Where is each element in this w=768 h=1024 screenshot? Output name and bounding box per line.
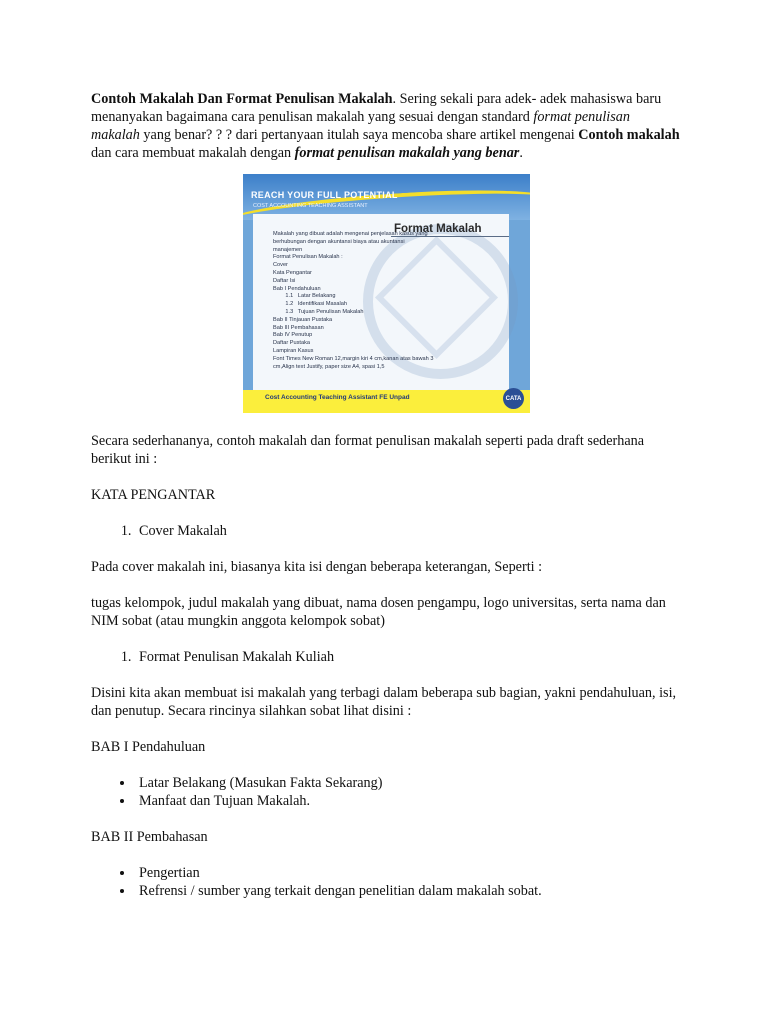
numbered-list-format xyxy=(91,648,681,666)
figure-line: manajemen xyxy=(273,246,303,253)
figure-line: 1.3 Tujuan Penulisan Makalah xyxy=(273,308,364,315)
heading-kata-pengantar: KATA PENGANTAR xyxy=(91,487,216,503)
intro-text-2: yang benar? ? ? dari pertanyaan itulah saya mencoba share artikel mengenai xyxy=(139,127,579,143)
figure-line: Daftar Isi xyxy=(273,277,296,284)
figure-title: Format Makalah xyxy=(394,223,482,235)
intro-paragraph xyxy=(91,90,681,162)
figure-footer-text: Cost Accounting Teaching Assistant FE Unpad xyxy=(265,394,410,401)
figure-banner-sub: COST ACCOUNTING TEACHING ASSISTANT xyxy=(253,203,368,209)
paragraph-disini: Disini kita akan membuat isi makalah yang terbagi dalam beberapa sub bagian, yakni pendahuluan, isi, dan penutup. Secara rincinya silahkan sobat lihat disini : xyxy=(91,685,677,719)
bullet-list-bab-1 xyxy=(91,774,681,810)
cata-logo-icon: CATA xyxy=(503,388,524,409)
heading-bab-2: BAB II Pembahasan xyxy=(91,829,208,845)
figure-line: cm,Align text Justify, paper size A4, spasi 1,5 xyxy=(273,363,385,370)
figure-line: Bab IV Penutup xyxy=(273,332,313,339)
paragraph-cover: Pada cover makalah ini, biasanya kita isi dengan beberapa keterangan, Seperti : xyxy=(91,559,543,575)
figure-line: 1.2 Identifikasi Masalah xyxy=(273,301,347,308)
figure-line: Bab II Tinjauan Pustaka xyxy=(273,316,333,323)
list-item-cover: 1. Cover Makalah xyxy=(135,522,681,540)
list-item: • Refrensi / sumber yang terkait dengan penelitian dalam makalah sobat. xyxy=(135,882,681,900)
format-makalah-image xyxy=(243,174,530,413)
list-item: • Pengertian xyxy=(135,864,681,882)
figure-line: Lampiran Kasus xyxy=(273,347,314,354)
intro-bold-2: Contoh makalah xyxy=(578,127,680,143)
figure-line: Cover xyxy=(273,262,288,269)
figure-line: 1.1 Latar Belakang xyxy=(273,293,336,300)
figure-line: Kata Pengantar xyxy=(273,269,312,276)
figure-line: Font Times New Roman 12,margin kiri 4 cm,kanan atas bawah 3 xyxy=(273,355,434,362)
document-page xyxy=(91,90,681,918)
figure-banner: REACH YOUR FULL POTENTIAL xyxy=(251,190,398,200)
intro-italic-1: format penulisan makalah xyxy=(91,109,630,143)
intro-text-4: . xyxy=(519,145,523,161)
intro-bold-title: Contoh Makalah Dan Format Penulisan Makalah xyxy=(91,91,393,107)
figure-line: berhubungan dengan akuntansi biaya atau akuntansi xyxy=(273,238,405,245)
intro-text-3: dan cara membuat makalah dengan xyxy=(91,145,295,161)
list-item: • Manfaat dan Tujuan Makalah. xyxy=(135,792,681,810)
paragraph-simple: Secara sederhananya, contoh makalah dan format penulisan makalah seperti pada draft sederhana berikut ini : xyxy=(91,433,645,467)
heading-bab-1: BAB I Pendahuluan xyxy=(91,739,206,755)
intro-text-1: . Sering sekali para adek- adek mahasiswa baru menanyakan bagaimana cara penulisan makalah yang sesuai dengan standard xyxy=(91,91,662,125)
list-item: • Latar Belakang (Masukan Fakta Sekarang) xyxy=(135,774,681,792)
numbered-list-cover xyxy=(91,522,681,540)
figure-line: Bab III Pembahasan xyxy=(273,324,324,331)
bullet-list-bab-2 xyxy=(91,864,681,900)
figure-line: Daftar Pustaka xyxy=(273,340,310,347)
figure-line: Bab I Pendahuluan xyxy=(273,285,321,292)
paragraph-tugas: tugas kelompok, judul makalah yang dibuat, nama dosen pengampu, logo universitas, serta nama dan NIM sobat (atau mungkin anggota kelompok sobat) xyxy=(91,595,666,629)
intro-bold-italic: format penulisan makalah yang benar xyxy=(294,145,520,161)
list-item-format: 1. Format Penulisan Makalah Kuliah xyxy=(135,648,681,666)
figure-line: Format Penulisan Makalah : xyxy=(273,254,343,261)
figure-text-list xyxy=(273,231,503,371)
figure-line: Makalah yang dibuat adalah mengenai penjelasan kasus yang xyxy=(273,231,428,237)
